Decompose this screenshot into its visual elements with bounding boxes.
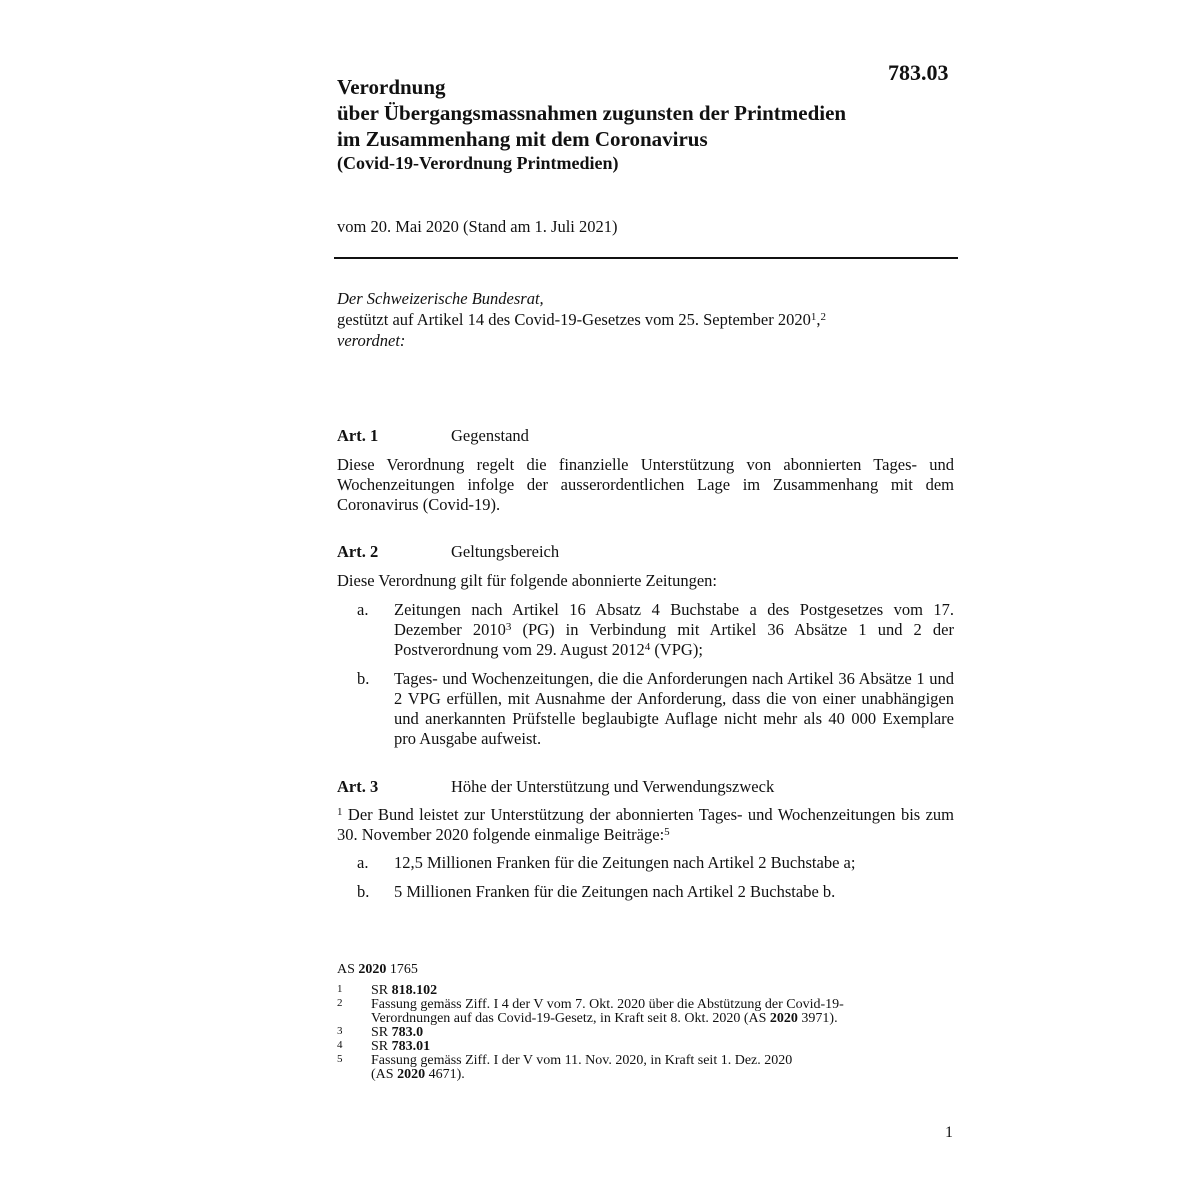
paragraph-number: 1 xyxy=(337,806,343,818)
list-item xyxy=(357,600,954,660)
footnote-ref[interactable]: 1 xyxy=(810,311,817,323)
article-number: Art. 1 xyxy=(337,426,379,445)
list-item xyxy=(357,853,954,873)
footnote-number: 2 xyxy=(337,997,343,1009)
footnote-ref[interactable]: 2 xyxy=(820,311,826,323)
list-item-text: Zeitungen nach Artikel 16 Absatz 4 Buchstabe a des Postgesetzes vom 17. Dezember 2010$^3$ (PG) in Verbindung mit Artikel 36 Absätze 1 und 2 der Postverordnung vom 29. August 2012$^4$ (VPG); xyxy=(394,600,954,659)
title-line: im Zusammenhang mit dem Coronavirus xyxy=(337,127,708,151)
article-title: Geltungsbereich xyxy=(451,542,560,561)
footnote: 2 Fassung gemäss Ziff. I 4 der V vom 7. Okt. 2020 über die Abstützung der Covid-19- Verordnungen auf das Covid-19-Gesetz, in Kraft seit 8. Okt. 2020 (AS 2020 3971). xyxy=(337,997,844,1026)
footnote: 3 SR 783.0 xyxy=(337,1025,424,1040)
footnote-ref[interactable]: 4 xyxy=(644,641,651,653)
article-heading xyxy=(337,542,559,562)
preamble-authority: Der Schweizerische Bundesrat, xyxy=(337,289,544,308)
page-number: 1 xyxy=(945,1124,953,1141)
short-title: (Covid-19-Verordnung Printmedien) xyxy=(337,153,619,173)
ordinance-title xyxy=(337,74,846,152)
article-number: Art. 2 xyxy=(337,542,379,561)
article-heading xyxy=(337,777,774,797)
footnote-ref[interactable]: 3 xyxy=(505,621,512,633)
list-item-text: Tages- und Wochenzeitungen, die die Anforderungen nach Artikel 36 Absätze 1 und 2 VPG erfüllen, mit Ausnahme der Anforderung, dass die von einer unabhängigen und anerkannten Prüfstelle beglaubigte Auflage nicht mehr als 40 000 Exemplare pro Ausgabe aufweist. xyxy=(394,669,954,748)
list-item xyxy=(357,882,954,902)
article-title: Gegenstand xyxy=(451,426,529,445)
article-text: Diese Verordnung regelt die finanzielle Unterstützung von abonnierten Tages- und Wochenzeitungen infolge der ausserordentlichen Lage im Zusammenhang mit dem Coronavirus (Covid-19). xyxy=(337,455,954,514)
title-line: über Übergangsmassnahmen zugunsten der Printmedien xyxy=(337,101,847,125)
footnote-ref[interactable]: 5 xyxy=(664,826,670,838)
article-heading xyxy=(337,426,529,446)
list-item-letter: a. xyxy=(357,600,369,619)
article-title: Höhe der Unterstützung und Verwendungszweck xyxy=(451,777,775,796)
footnote: 1 SR 818.102 xyxy=(337,983,438,998)
preamble-decrees: verordnet: xyxy=(337,331,406,350)
preamble-basis: gestützt auf Artikel 14 des Covid-19-Gesetzes vom 25. September 2020$^1$,$^2$ xyxy=(337,310,826,329)
list-item-letter: b. xyxy=(357,882,370,901)
footnote-number: 3 xyxy=(337,1025,343,1037)
article-text: $^1$ Der Bund leistet zur Unterstützung der abonnierten Tages- und Wochenzeitungen bis zum 30. November 2020 folgende einmalige Beiträge:$^5$ xyxy=(337,805,955,844)
date-line: vom 20. Mai 2020 (Stand am 1. Juli 2021) xyxy=(337,217,618,236)
article-number: Art. 3 xyxy=(337,777,379,796)
list-item-text: 5 Millionen Franken für die Zeitungen nach Artikel 2 Buchstabe b. xyxy=(394,882,836,901)
list-item-letter: a. xyxy=(357,853,369,872)
list-item xyxy=(357,669,954,749)
title-line: Verordnung xyxy=(337,75,446,99)
sr-number: 783.03 xyxy=(888,60,949,85)
as-reference: AS 2020 1765 xyxy=(337,962,418,977)
footnote-number: 5 xyxy=(337,1053,343,1065)
list-item-text: 12,5 Millionen Franken für die Zeitungen nach Artikel 2 Buchstabe a; xyxy=(394,853,856,872)
preamble xyxy=(337,288,826,351)
article-intro: Diese Verordnung gilt für folgende abonnierte Zeitungen: xyxy=(337,571,717,590)
list-item-letter: b. xyxy=(357,669,370,688)
header-divider xyxy=(334,257,958,259)
footnote-number: 4 xyxy=(337,1039,343,1051)
footnote: 5 Fassung gemäss Ziff. I der V vom 11. Nov. 2020, in Kraft seit 1. Dez. 2020 (AS 2020 4671). xyxy=(337,1053,793,1082)
footnotes xyxy=(337,984,844,1082)
footnote: 4 SR 783.01 xyxy=(337,1039,431,1054)
footnote-number: 1 xyxy=(337,983,343,995)
